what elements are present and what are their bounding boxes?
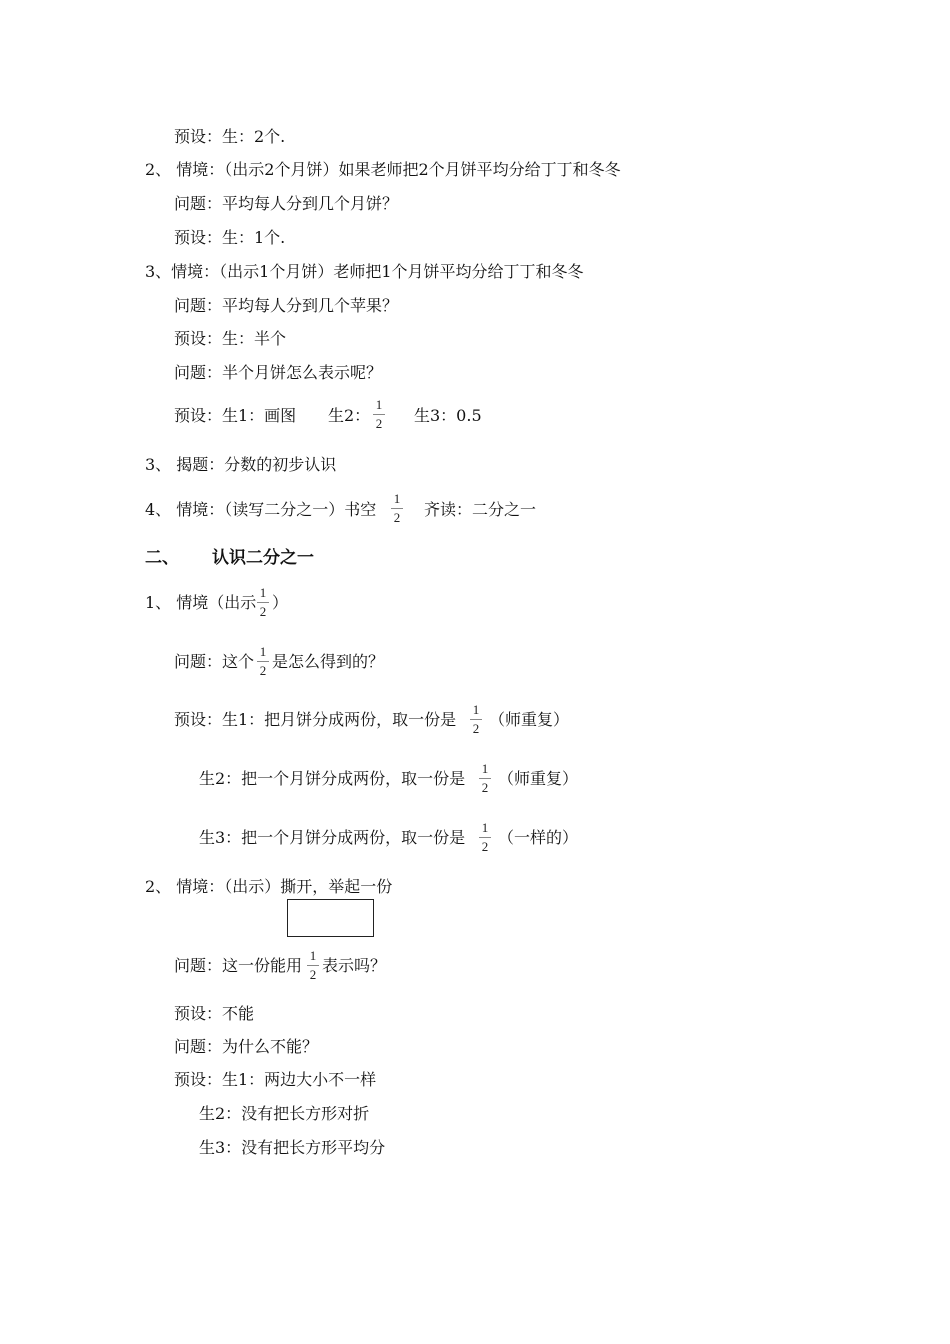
text-line: 问题：平均每人分到几个苹果？ — [174, 296, 399, 315]
fraction-half — [390, 492, 404, 525]
text-line: 表示吗？ — [322, 956, 387, 975]
text-line: 预设：生1：两边大小不一样 — [174, 1070, 377, 1089]
text-line: ） — [272, 593, 289, 612]
text-line: 齐读：二分之一 — [424, 500, 537, 519]
text-line: 预设：生：1个. — [174, 228, 286, 247]
fraction-denominator: 2 — [472, 721, 480, 736]
fraction-denominator: 2 — [375, 416, 383, 431]
fraction-bar — [373, 414, 385, 415]
fraction-numerator: 1 — [481, 761, 489, 776]
section-heading: 认识二分之一 — [212, 548, 314, 568]
fraction-numerator: 1 — [393, 491, 401, 506]
text-line: 问题：这个 — [174, 652, 255, 671]
fraction-denominator: 2 — [259, 604, 267, 619]
text-line: 生3：没有把长方形平均分 — [199, 1138, 386, 1157]
fraction-bar — [479, 778, 491, 779]
text-line: 生2：没有把长方形对折 — [199, 1104, 370, 1123]
text-line: 问题：半个月饼怎么表示呢？ — [174, 363, 383, 382]
fraction-bar — [257, 602, 269, 603]
fraction-half — [306, 949, 320, 982]
text-line: （一样的） — [498, 828, 579, 847]
fraction-denominator: 2 — [481, 780, 489, 795]
text-line: 4、 情境：（读写二分之一）书空 — [145, 500, 377, 519]
fraction-half — [256, 586, 270, 619]
text-line: 预设：生1：画图 — [174, 406, 297, 425]
text-line: 2、 情境：（出示2个月饼）如果老师把2个月饼平均分给丁丁和冬冬 — [145, 160, 621, 179]
text-line: 生2： — [328, 406, 371, 425]
text-line: 3、 揭题：分数的初步认识 — [145, 455, 337, 474]
fraction-bar — [257, 661, 269, 662]
text-line: 1、 情境（出示 — [145, 593, 257, 612]
text-line: （师重复） — [489, 710, 570, 729]
text-line: 问题：平均每人分到几个月饼？ — [174, 194, 399, 213]
fraction-denominator: 2 — [309, 967, 317, 982]
fraction-denominator: 2 — [259, 663, 267, 678]
text-line: 问题：这一份能用 — [174, 956, 303, 975]
text-line: 3、情境：（出示1个月饼）老师把1个月饼平均分给丁丁和冬冬 — [145, 262, 584, 281]
fraction-bar — [391, 508, 403, 509]
section-number: 二、 — [145, 548, 179, 568]
fraction-denominator: 2 — [481, 839, 489, 854]
text-line: 预设：生1：把月饼分成两份，取一份是 — [174, 710, 457, 729]
text-line: 预设：不能 — [174, 1004, 255, 1023]
fraction-half — [478, 762, 492, 795]
fraction-numerator: 1 — [481, 820, 489, 835]
fraction-bar — [470, 719, 482, 720]
rectangle-figure — [287, 899, 374, 937]
text-line: 预设：生：2个. — [174, 127, 286, 146]
fraction-numerator: 1 — [259, 644, 267, 659]
text-line: （师重复） — [498, 769, 579, 788]
text-line: 问题：为什么不能？ — [174, 1037, 319, 1056]
fraction-numerator: 1 — [472, 702, 480, 717]
text-line: 预设：生：半个 — [174, 329, 287, 348]
text-line: 是怎么得到的？ — [272, 652, 385, 671]
fraction-numerator: 1 — [309, 948, 317, 963]
fraction-numerator: 1 — [375, 397, 383, 412]
fraction-half — [478, 821, 492, 854]
fraction-half — [372, 398, 386, 431]
fraction-bar — [479, 837, 491, 838]
text-line: 2、 情境：（出示）撕开，举起一份 — [145, 877, 393, 896]
text-line: 生3：把一个月饼分成两份，取一份是 — [199, 828, 466, 847]
text-line: 生2：把一个月饼分成两份，取一份是 — [199, 769, 466, 788]
fraction-half — [256, 645, 270, 678]
fraction-bar — [307, 965, 319, 966]
fraction-denominator: 2 — [393, 510, 401, 525]
fraction-numerator: 1 — [259, 585, 267, 600]
text-line: 生3：0.5 — [414, 406, 482, 425]
fraction-half — [469, 703, 483, 736]
